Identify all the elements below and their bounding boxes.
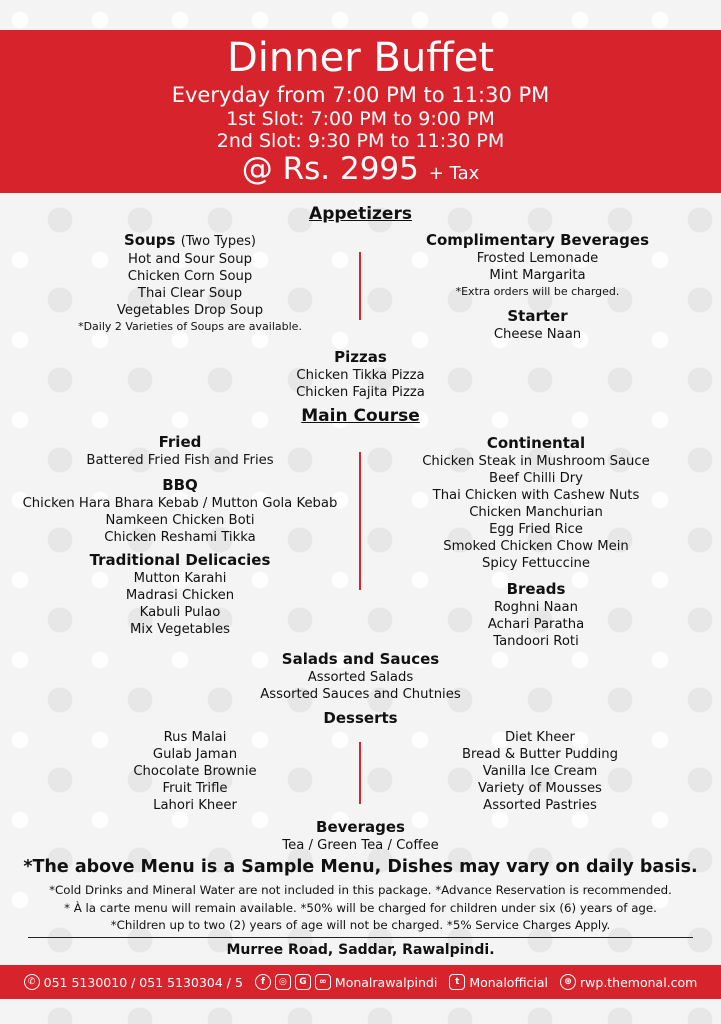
list-item: Variety of Mousses xyxy=(478,781,602,796)
list-item: Rus Malai xyxy=(163,730,227,745)
list-item: Hot and Sour Soup xyxy=(128,252,252,267)
list-item: Lahori Kheer xyxy=(153,798,237,813)
appetizers-heading: Appetizers xyxy=(309,204,412,224)
beverages-section xyxy=(380,231,695,299)
social-links[interactable] xyxy=(255,974,437,990)
bbq-section xyxy=(0,476,360,546)
breads-title: Breads xyxy=(506,580,566,598)
beverages-title: Complimentary Beverages xyxy=(425,231,650,249)
list-item: Mix Vegetables xyxy=(130,622,230,637)
list-item: Tandoori Roti xyxy=(493,634,579,649)
soups-title: Soups (Two Types) xyxy=(124,231,256,249)
list-item: Chicken Manchurian xyxy=(469,505,603,520)
list-item: Battered Fried Fish and Fries xyxy=(86,453,274,468)
fried-title: Fried xyxy=(158,433,202,451)
list-item: Egg Fried Rice xyxy=(489,522,583,537)
list-item: Mint Margarita xyxy=(489,268,586,283)
list-item: Beef Chilli Dry xyxy=(489,471,583,486)
divider xyxy=(359,452,361,590)
fine-print-2: * À la carte menu will remain available. *50% will be charged for children under six (6) years of age. xyxy=(64,901,657,915)
list-item: Thai Clear Soup xyxy=(137,286,243,301)
list-item: Assorted Pastries xyxy=(483,798,597,813)
beverages-final-section xyxy=(230,818,491,854)
list-item: Madrasi Chicken xyxy=(125,588,235,603)
beverages-final-title: Beverages xyxy=(316,818,405,836)
soups-note: *Daily 2 Varieties of Soups are available. xyxy=(78,320,302,333)
fine-print-3: *Children up to two (2) years of age will not be charged. *5% Service Charges Apply. xyxy=(110,918,611,932)
main-course-heading: Main Course xyxy=(301,406,420,426)
soups-section xyxy=(40,231,340,334)
tripadvisor-icon[interactable]: ∞ xyxy=(315,974,331,990)
fried-section xyxy=(0,433,360,469)
slot-1: 1st Slot: 7:00 PM to 9:00 PM xyxy=(226,108,495,130)
list-item: Mutton Karahi xyxy=(133,571,227,586)
divider xyxy=(359,742,361,804)
list-item: Bread & Butter Pudding xyxy=(461,747,619,762)
list-item: Chicken Reshami Tikka xyxy=(104,530,256,545)
traditional-title: Traditional Delicacies xyxy=(89,551,271,569)
globe-icon: ⊕ xyxy=(560,974,576,990)
salads-title: Salads and Sauces xyxy=(281,650,440,668)
desserts-heading-section xyxy=(260,709,461,728)
list-item: Gulab Jaman xyxy=(152,747,238,762)
phone-contact[interactable] xyxy=(24,974,243,990)
fine-print-1: *Cold Drinks and Mineral Water are not included in this package. *Advance Reservation is recommended. xyxy=(49,883,672,897)
price-tax: + Tax xyxy=(428,163,480,184)
header-banner xyxy=(0,30,721,193)
list-item: Fruit Trifle xyxy=(162,781,228,796)
address: Murree Road, Saddar, Rawalpindi. xyxy=(226,942,495,958)
list-item: Chicken Steak in Mushroom Sauce xyxy=(422,454,650,469)
beverages-note: *Extra orders will be charged. xyxy=(455,285,620,298)
everyday-timing: Everyday from 7:00 PM to 11:30 PM xyxy=(171,83,550,107)
divider xyxy=(359,252,361,320)
price-amount: @ Rs. 2995 xyxy=(241,151,419,187)
phone-icon: ✆ xyxy=(24,974,40,990)
divider xyxy=(28,937,693,938)
list-item: Roghni Naan xyxy=(494,600,578,615)
list-item: Chicken Hara Bhara Kebab / Mutton Gola Kebab xyxy=(22,496,338,511)
list-item: Vanilla Ice Cream xyxy=(482,764,598,779)
starter-title: Starter xyxy=(507,307,568,325)
social-handle: Monalrawalpindi xyxy=(334,974,438,990)
twitter-icon: t xyxy=(449,974,465,990)
desserts-title: Desserts xyxy=(323,709,398,727)
pizzas-title: Pizzas xyxy=(334,348,387,366)
list-item: Spicy Fettuccine xyxy=(482,556,590,571)
desserts-right xyxy=(400,729,680,814)
page-title: Dinner Buffet xyxy=(226,35,495,81)
list-item: Smoked Chicken Chow Mein xyxy=(443,539,629,554)
list-item: Kabuli Pulao xyxy=(139,605,221,620)
continental-section xyxy=(372,434,700,572)
list-item: Assorted Salads xyxy=(307,670,414,685)
traditional-section xyxy=(0,551,360,638)
website-link[interactable] xyxy=(560,974,697,990)
list-item: Vegetables Drop Soup xyxy=(116,303,264,318)
google-icon[interactable]: G xyxy=(295,974,311,990)
twitter-link[interactable] xyxy=(449,974,548,990)
slot-2: 2nd Slot: 9:30 PM to 11:30 PM xyxy=(216,130,505,152)
breads-section xyxy=(372,580,700,650)
price xyxy=(0,150,721,193)
website-url: rwp.themonal.com xyxy=(580,974,698,990)
list-item: Cheese Naan xyxy=(493,327,582,342)
list-item: Chicken Fajita Pizza xyxy=(296,385,425,400)
list-item: Thai Chicken with Cashew Nuts xyxy=(432,488,640,503)
starter-section xyxy=(380,307,695,343)
pizzas-section xyxy=(210,348,511,401)
bbq-title: BBQ xyxy=(162,476,198,494)
list-item: Assorted Sauces and Chutnies xyxy=(260,687,461,702)
footer-bar xyxy=(0,965,721,999)
facebook-icon[interactable]: f xyxy=(255,974,271,990)
list-item: Chicken Corn Soup xyxy=(127,269,253,284)
phone-numbers: 051 5130010 / 051 5130304 / 5 xyxy=(43,974,243,990)
list-item: Achari Paratha xyxy=(487,617,585,632)
continental-title: Continental xyxy=(486,434,586,452)
list-item: Diet Kheer xyxy=(505,730,575,745)
list-item: Namkeen Chicken Boti xyxy=(105,513,255,528)
list-item: Tea / Green Tea / Coffee xyxy=(282,838,439,853)
list-item: Chocolate Brownie xyxy=(133,764,257,779)
list-item: Frosted Lemonade xyxy=(476,251,599,266)
desserts-left xyxy=(60,729,330,814)
instagram-icon[interactable]: ◎ xyxy=(275,974,291,990)
sample-menu-disclaimer: *The above Menu is a Sample Menu, Dishes may vary on daily basis. xyxy=(23,857,698,877)
twitter-handle: Monalofficial xyxy=(469,974,549,990)
list-item: Chicken Tikka Pizza xyxy=(296,368,425,383)
salads-section xyxy=(200,650,521,703)
